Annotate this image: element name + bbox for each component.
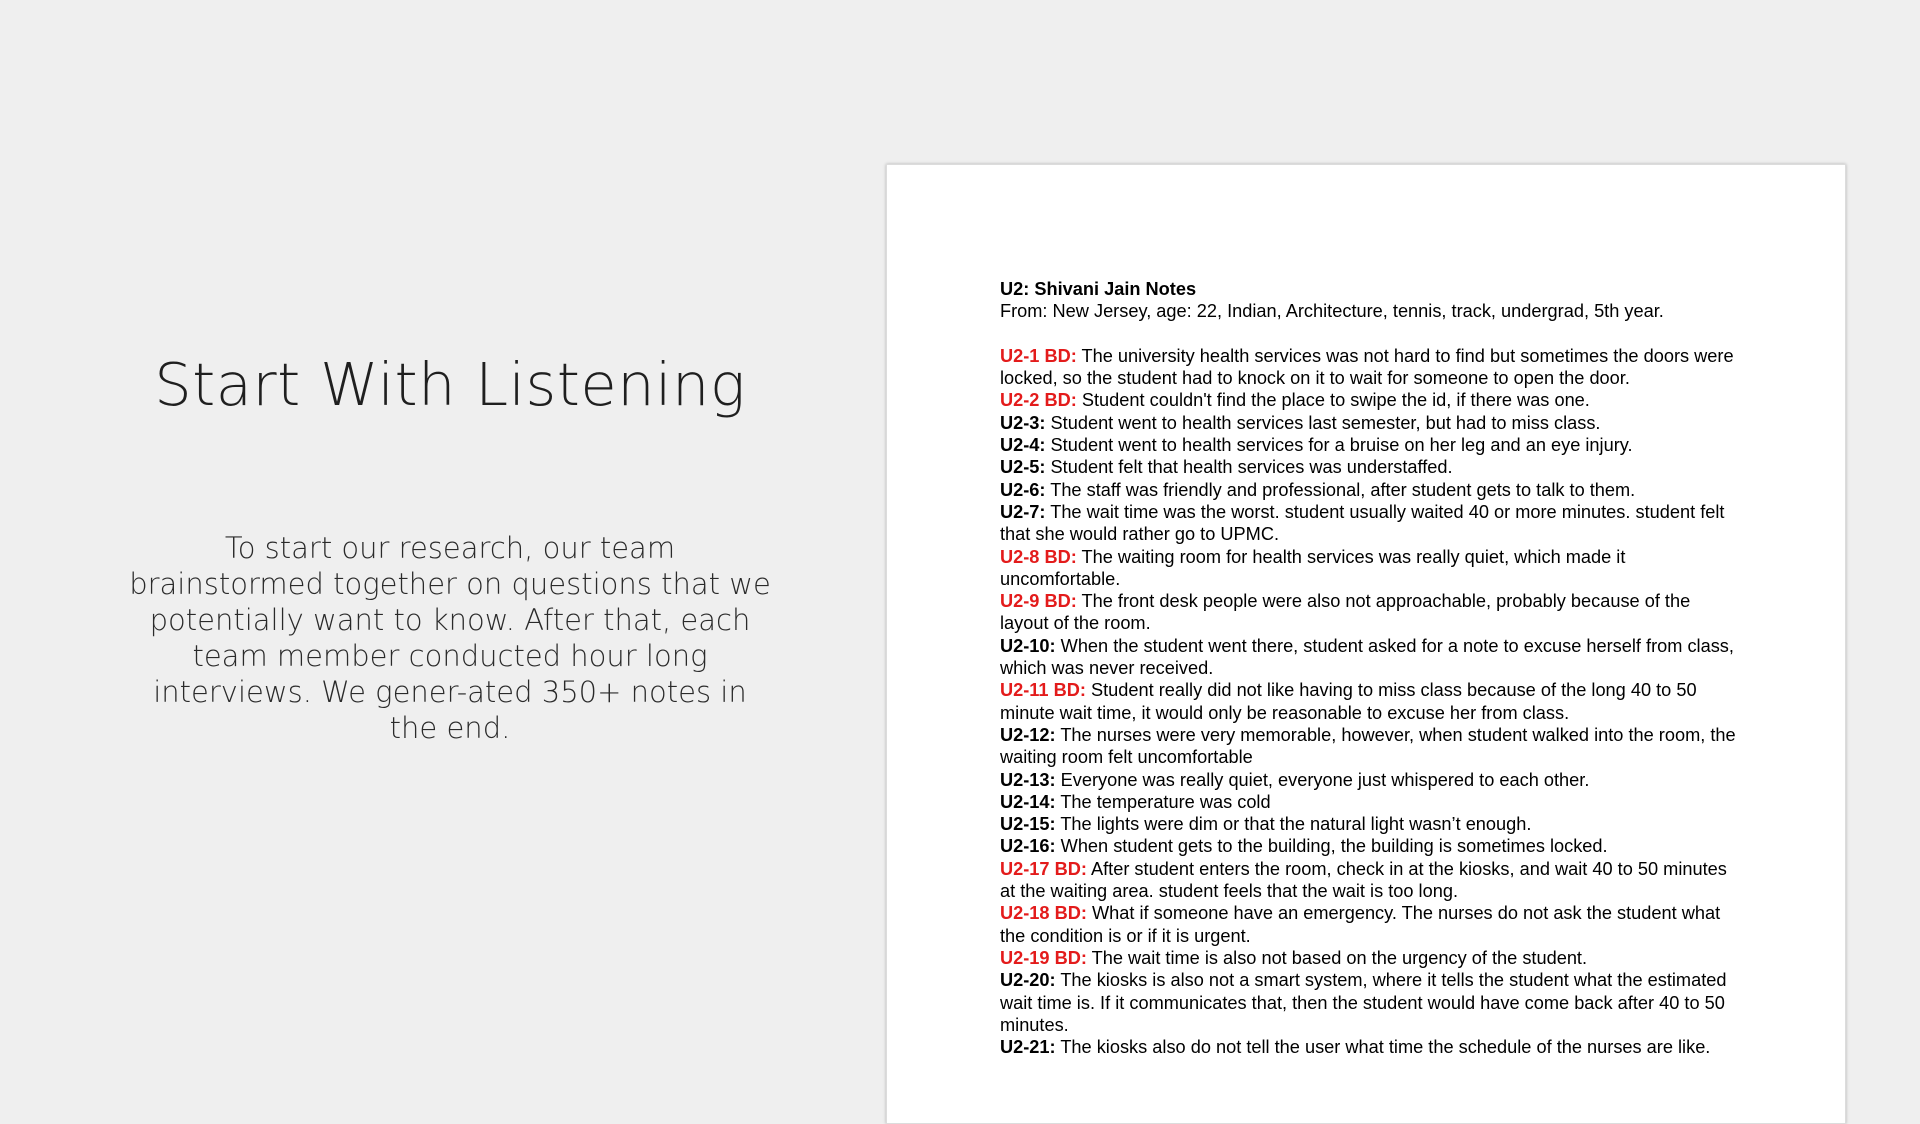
note-label: U2-18 BD:: [1000, 903, 1087, 924]
note-item: [1000, 635, 1740, 680]
note-item: [1000, 590, 1740, 635]
note-text: The wait time is also not based on the urgency of the student.: [1086, 947, 1588, 968]
note-text: Everyone was really quiet, everyone just whispered to each other.: [1055, 769, 1590, 790]
slide-body-text: To start our research, our team brainstormed together on questions that we potentially want to know. After that, each team member conducted hour long interviews. We gener-ated 350+ notes in the end.: [129, 531, 771, 745]
note-item: [1000, 1036, 1740, 1058]
note-text: The waiting room for health services was really quiet, which made it uncomfortable.: [1000, 546, 1626, 589]
document-content: [1000, 278, 1740, 1058]
note-text: Student felt that health services was understaffed.: [1045, 457, 1453, 478]
note-text: The kiosks also do not tell the user what time the schedule of the nurses are like.: [1055, 1037, 1711, 1058]
note-text: Student went to health services last semester, but had to miss class.: [1045, 412, 1601, 433]
note-label: U2-12:: [1000, 724, 1056, 745]
note-label: U2-14:: [1000, 791, 1056, 812]
note-item: [1000, 813, 1740, 835]
note-item: [1000, 479, 1740, 501]
note-label: U2-11 BD:: [1000, 680, 1086, 701]
note-label: U2-5:: [1000, 457, 1046, 478]
note-label: U2-9 BD:: [1000, 591, 1077, 612]
note-text: The nurses were very memorable, however, when student walked into the room, the waiting room felt uncomfortable: [1000, 724, 1736, 768]
notes-list: [1000, 345, 1740, 1059]
note-item: [1000, 724, 1740, 769]
note-item: [1000, 947, 1740, 969]
note-item: [1000, 456, 1740, 478]
note-label: U2-1 BD:: [1000, 345, 1077, 366]
note-label: U2-10:: [1000, 635, 1056, 656]
note-item: [1000, 902, 1740, 947]
note-item: [1000, 858, 1740, 903]
note-label: U2-16:: [1000, 836, 1056, 857]
note-text: When student gets to the building, the building is sometimes locked.: [1055, 836, 1608, 857]
note-label: U2-2 BD:: [1000, 390, 1077, 411]
note-text: The wait time was the worst. student usually waited 40 or more minutes. student felt that she would rather go to UPMC.: [1000, 501, 1725, 545]
note-label: U2-21:: [1000, 1037, 1056, 1058]
note-text: The university health services was not hard to find but sometimes the doors were locked, so the student had to knock on it to wait for someone to open the door.: [1000, 345, 1734, 389]
note-label: U2-13:: [1000, 769, 1056, 790]
note-item: [1000, 546, 1740, 591]
note-text: Student really did not like having to miss class because of the long 40 to 50 minute wait time, it would only be reasonable to excuse her from class.: [1000, 680, 1697, 723]
note-label: U2-7:: [1000, 501, 1046, 522]
note-text: The temperature was cold: [1055, 791, 1271, 812]
note-label: U2-4:: [1000, 435, 1046, 456]
note-item: [1000, 501, 1740, 546]
note-text: The lights were dim or that the natural light wasn’t enough.: [1055, 814, 1532, 835]
note-text: After student enters the room, check in at the kiosks, and wait 40 to 50 minutes at the waiting area. student feels that the wait is too long.: [1000, 858, 1727, 902]
note-text: The staff was friendly and professional, after student gets to talk to them.: [1045, 479, 1636, 500]
note-label: U2-15:: [1000, 814, 1056, 835]
note-text: Student couldn't find the place to swipe the id, if there was one.: [1076, 390, 1590, 411]
note-item: [1000, 345, 1740, 390]
note-label: U2-19 BD:: [1000, 947, 1087, 968]
note-label: U2-6:: [1000, 479, 1046, 500]
note-item: [1000, 434, 1740, 456]
note-text: The front desk people were also not approachable, probably because of the layout of the room.: [1000, 591, 1691, 634]
note-label: U2-3:: [1000, 412, 1046, 433]
note-item: [1000, 791, 1740, 813]
note-item: [1000, 969, 1740, 1036]
note-text: What if someone have an emergency. The nurses do not ask the student what the condition is or if it is urgent.: [1000, 903, 1721, 946]
slide-title: Start With Listening: [154, 350, 746, 419]
note-text: Student went to health services for a bruise on her leg and an eye injury.: [1045, 435, 1633, 456]
note-text: When the student went there, student asked for a note to excuse herself from class, which was never received.: [1000, 635, 1734, 679]
note-text: The kiosks is also not a smart system, where it tells the student what the estimated wait time is. If it communicates that, then the student would have come back after 40 to 50 minutes.: [1000, 970, 1727, 1035]
note-label: U2-20:: [1000, 970, 1056, 991]
note-item: [1000, 412, 1740, 434]
document-title: U2: Shivani Jain Notes: [1000, 279, 1197, 299]
document-page: [886, 164, 1846, 1124]
note-item: [1000, 835, 1740, 857]
note-item: [1000, 769, 1740, 791]
note-label: U2-8 BD:: [1000, 546, 1077, 567]
note-item: [1000, 389, 1740, 411]
note-label: U2-17 BD:: [1000, 858, 1087, 879]
document-meta: From: New Jersey, age: 22, Indian, Architecture, tennis, track, undergrad, 5th year.: [1000, 301, 1664, 322]
note-item: [1000, 679, 1740, 724]
